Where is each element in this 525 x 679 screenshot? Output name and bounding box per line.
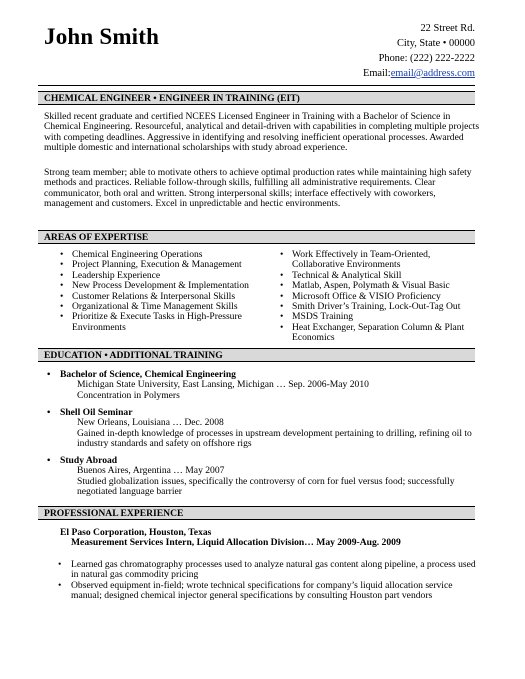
contact-block (363, 21, 475, 81)
expertise-item: • Matlab, Aspen, Polymath & Visual Basic (278, 281, 484, 291)
section-heading-education: EDUCATION • ADDITIONAL TRAINING (38, 348, 475, 362)
contact-phone: Phone: (222) 222-2222 (378, 53, 475, 64)
education-detail: Concentration in Polymers (77, 389, 180, 401)
education-entry (60, 408, 480, 450)
section-heading-experience: PROFESSIONAL EXPERIENCE (38, 506, 475, 520)
candidate-name: John Smith (44, 24, 160, 49)
contact-city: City, State • 00000 (396, 38, 475, 49)
education-title: • Shell Oil Seminar (60, 408, 480, 418)
expertise-item: • Prioritize & Execute Tasks in High-Pressure Environments (58, 312, 270, 333)
expertise-item: • Chemical Engineering Operations (58, 250, 270, 260)
education-entry (60, 370, 480, 401)
education-detail: Studied globalization issues, specifically the controversy of corn for fuel versus food; successfully negotiated language barrier (77, 475, 455, 498)
contact-street: 22 Street Rd. (420, 23, 475, 34)
section-heading-objective: CHEMICAL ENGINEER • ENGINEER IN TRAINING (EIT) (38, 91, 475, 105)
education-detail: Buenos Aires, Argentina … May 2007 (77, 465, 225, 477)
education-title: • Bachelor of Science, Chemical Engineering (60, 370, 480, 380)
job-company: El Paso Corporation, Houston, Texas (60, 527, 212, 538)
job-entry (60, 528, 480, 549)
expertise-item: • Technical & Analytical Skill (278, 271, 484, 281)
expertise-left-column (58, 250, 270, 333)
email-label: Email: (362, 68, 391, 79)
education-detail: New Orleans, Louisiana … Dec. 2008 (77, 417, 224, 429)
duty-item: • Learned gas chromatography processes used to analyze natural gas content along pipeline, a process used in natural gas commodity pricing (58, 560, 478, 581)
expertise-right-column (278, 250, 484, 344)
expertise-item: • Heat Exchanger, Separation Column & Plant Economics (278, 323, 484, 344)
job-role: Measurement Services Intern, Liquid Allocation Division… May 2009-Aug. 2009 (71, 537, 401, 549)
duty-item: • Observed equipment in-field; wrote technical specifications for company’s liquid allocation service manual; designed chemical injector general specifications by consulting Houston part vendors (58, 581, 478, 602)
education-title: • Study Abroad (60, 456, 480, 466)
expertise-item: • Leadership Experience (58, 271, 270, 281)
expertise-item: • Customer Relations & Interpersonal Skills (58, 292, 270, 302)
email-link[interactable]: email@address.com (390, 68, 475, 79)
summary-paragraph-2: Strong team member; able to motivate others to achieve optimal production rates while maintaining high safety methods and practices. Reliable follow-through skills, fulfilling all administrative requirements. Clear communicator, both oral and written. Strong interpersonal skills; interface effectively with coworkers, management and customers. Excel in unpredictable and hectic environments. (44, 167, 472, 210)
education-detail: Gained in-depth knowledge of processes in upstream development pertaining to drilling, refining oil to industry standards and safety on offshore rigs (77, 427, 472, 450)
education-detail: Michigan State University, East Lansing, Michigan … Sep. 2006-May 2010 (77, 379, 369, 391)
expertise-item: • New Process Development & Implementation (58, 281, 270, 291)
expertise-item: • Work Effectively in Team-Oriented, Collaborative Environments (278, 250, 484, 271)
expertise-item: • Microsoft Office & VISIO Proficiency (278, 292, 484, 302)
section-heading-expertise: AREAS OF EXPERTISE (38, 230, 475, 244)
education-entry (60, 456, 480, 498)
summary-paragraph-1: Skilled recent graduate and certified NCEES Licensed Engineer in Training with a Bachelor of Science in Chemical Engineering. Resourceful, analytical and detail-driven with capabilities in completing multiple projects with competing deadlines. Aggressive in identifying and resolving inefficient operational processes. Awarded multiple domestic and international scholarships with study abroad experience. (44, 111, 480, 154)
expertise-item: • MSDS Training (278, 312, 484, 322)
contact-email-line (363, 66, 475, 81)
expertise-item: • Organizational & Time Management Skills (58, 302, 270, 312)
header-rule (38, 85, 475, 86)
expertise-item: • Project Planning, Execution & Management (58, 260, 270, 270)
job-duties (58, 560, 478, 602)
expertise-item: • Smith Driver’s Training, Lock-Out-Tag Out (278, 302, 484, 312)
